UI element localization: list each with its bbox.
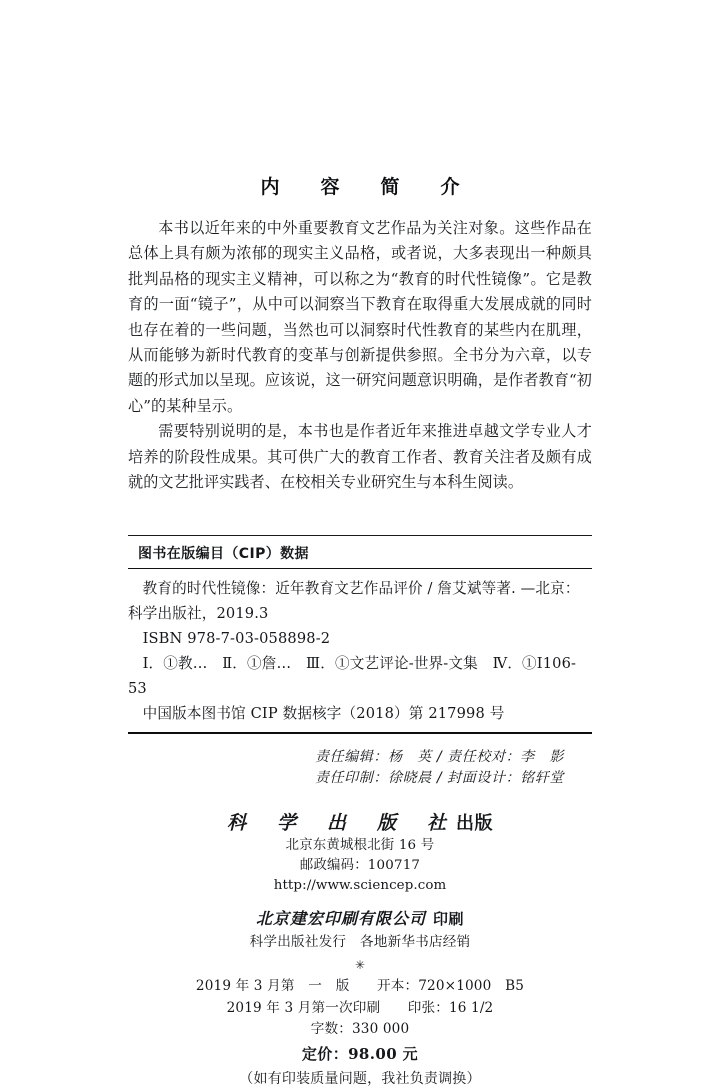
spec-price: 定价：98.00 元 xyxy=(301,1044,419,1063)
printer-suffix: 印刷 xyxy=(433,910,465,929)
spec-edition: 2019 年 3 月第 一 版 开本：720×1000 B5 xyxy=(195,978,525,995)
publisher-postcode: 邮政编码：100717 xyxy=(299,858,421,874)
credit-editor-line: 责任编辑：杨 英 / 责任校对：李 影 xyxy=(314,749,564,766)
cip-number: 中国版本图书馆 CIP 数据核字（2018）第 217998 号 xyxy=(142,705,505,723)
publisher-logo: 科 学 出 版 社 xyxy=(226,812,452,835)
publisher-line xyxy=(128,811,592,836)
cip-body xyxy=(128,569,592,732)
publisher-url[interactable]: http://www.sciencep.com xyxy=(273,878,447,894)
cip-isbn: ISBN 978-7-03-058898-2 xyxy=(142,630,331,648)
cip-block xyxy=(128,535,592,734)
spec-impression: 2019 年 3 月第一次印刷 印张：16 1/2 xyxy=(226,999,494,1016)
distributor-line: 科学出版社发行 各地新华书店经销 xyxy=(249,934,471,951)
credits-section xyxy=(128,747,592,789)
specs-section xyxy=(128,976,592,1092)
spec-wordcount: 字数：330 000 xyxy=(310,1021,410,1038)
publisher-address: 北京东黄城根北街 16 号 xyxy=(285,838,435,854)
abstract-paragraph-1: 本书以近年来的中外重要教育文艺作品为关注对象。这些作品在总体上具有颇为浓郁的现实主义品格，或者说，大多表现出一种颇具批判品格的现实主义精神，可以称之为“教育的时代性镜像”。它是教育的一面“镜子”，从中可以洞察当下教育在取得重大发展成就的同时也存在着的一些问题，当然也可以洞察时代性教育的某些内在肌理，从而能够为新时代教育的变革与创新提供参照。全书分为六章，以专题的形式加以呈现。应该说，这一研究问题意识明确，是作者教育“初心”的某种呈示。 xyxy=(128,219,592,415)
abstract-paragraph-2: 需要特别说明的是，本书也是作者近年来推进卓越文学专业人才培养的阶段性成果。其可供广大的教育工作者、教育关注者及颇有成就的文艺批评实践者、在校相关专业研究生与本科生阅读。 xyxy=(128,422,592,492)
printer-name: 北京建宏印刷有限公司 xyxy=(255,909,426,929)
imprint-section xyxy=(128,811,592,1092)
star-separator-icon: ✳ xyxy=(354,958,366,973)
printer-line xyxy=(128,907,592,931)
page-title: 内 容 简 介 xyxy=(260,176,471,198)
abstract-section xyxy=(128,216,592,495)
spec-warranty: （如有印装质量问题，我社负责调换） xyxy=(239,1070,481,1087)
credit-production-line: 责任印制：徐晓晨 / 封面设计：铭轩堂 xyxy=(314,770,564,787)
cip-classification: Ⅰ．①教… Ⅱ．①詹… Ⅲ．①文艺评论-世界-文集 Ⅳ．①I106-53 xyxy=(128,655,577,698)
publisher-suffix: 出版 xyxy=(456,813,493,835)
cip-heading: 图书在版编目（CIP）数据 xyxy=(128,536,592,569)
cip-title-line: 教育的时代性镜像：近年教育文艺作品评价 / 詹艾斌等著. —北京：科学出版社，2019.3 xyxy=(128,580,580,623)
